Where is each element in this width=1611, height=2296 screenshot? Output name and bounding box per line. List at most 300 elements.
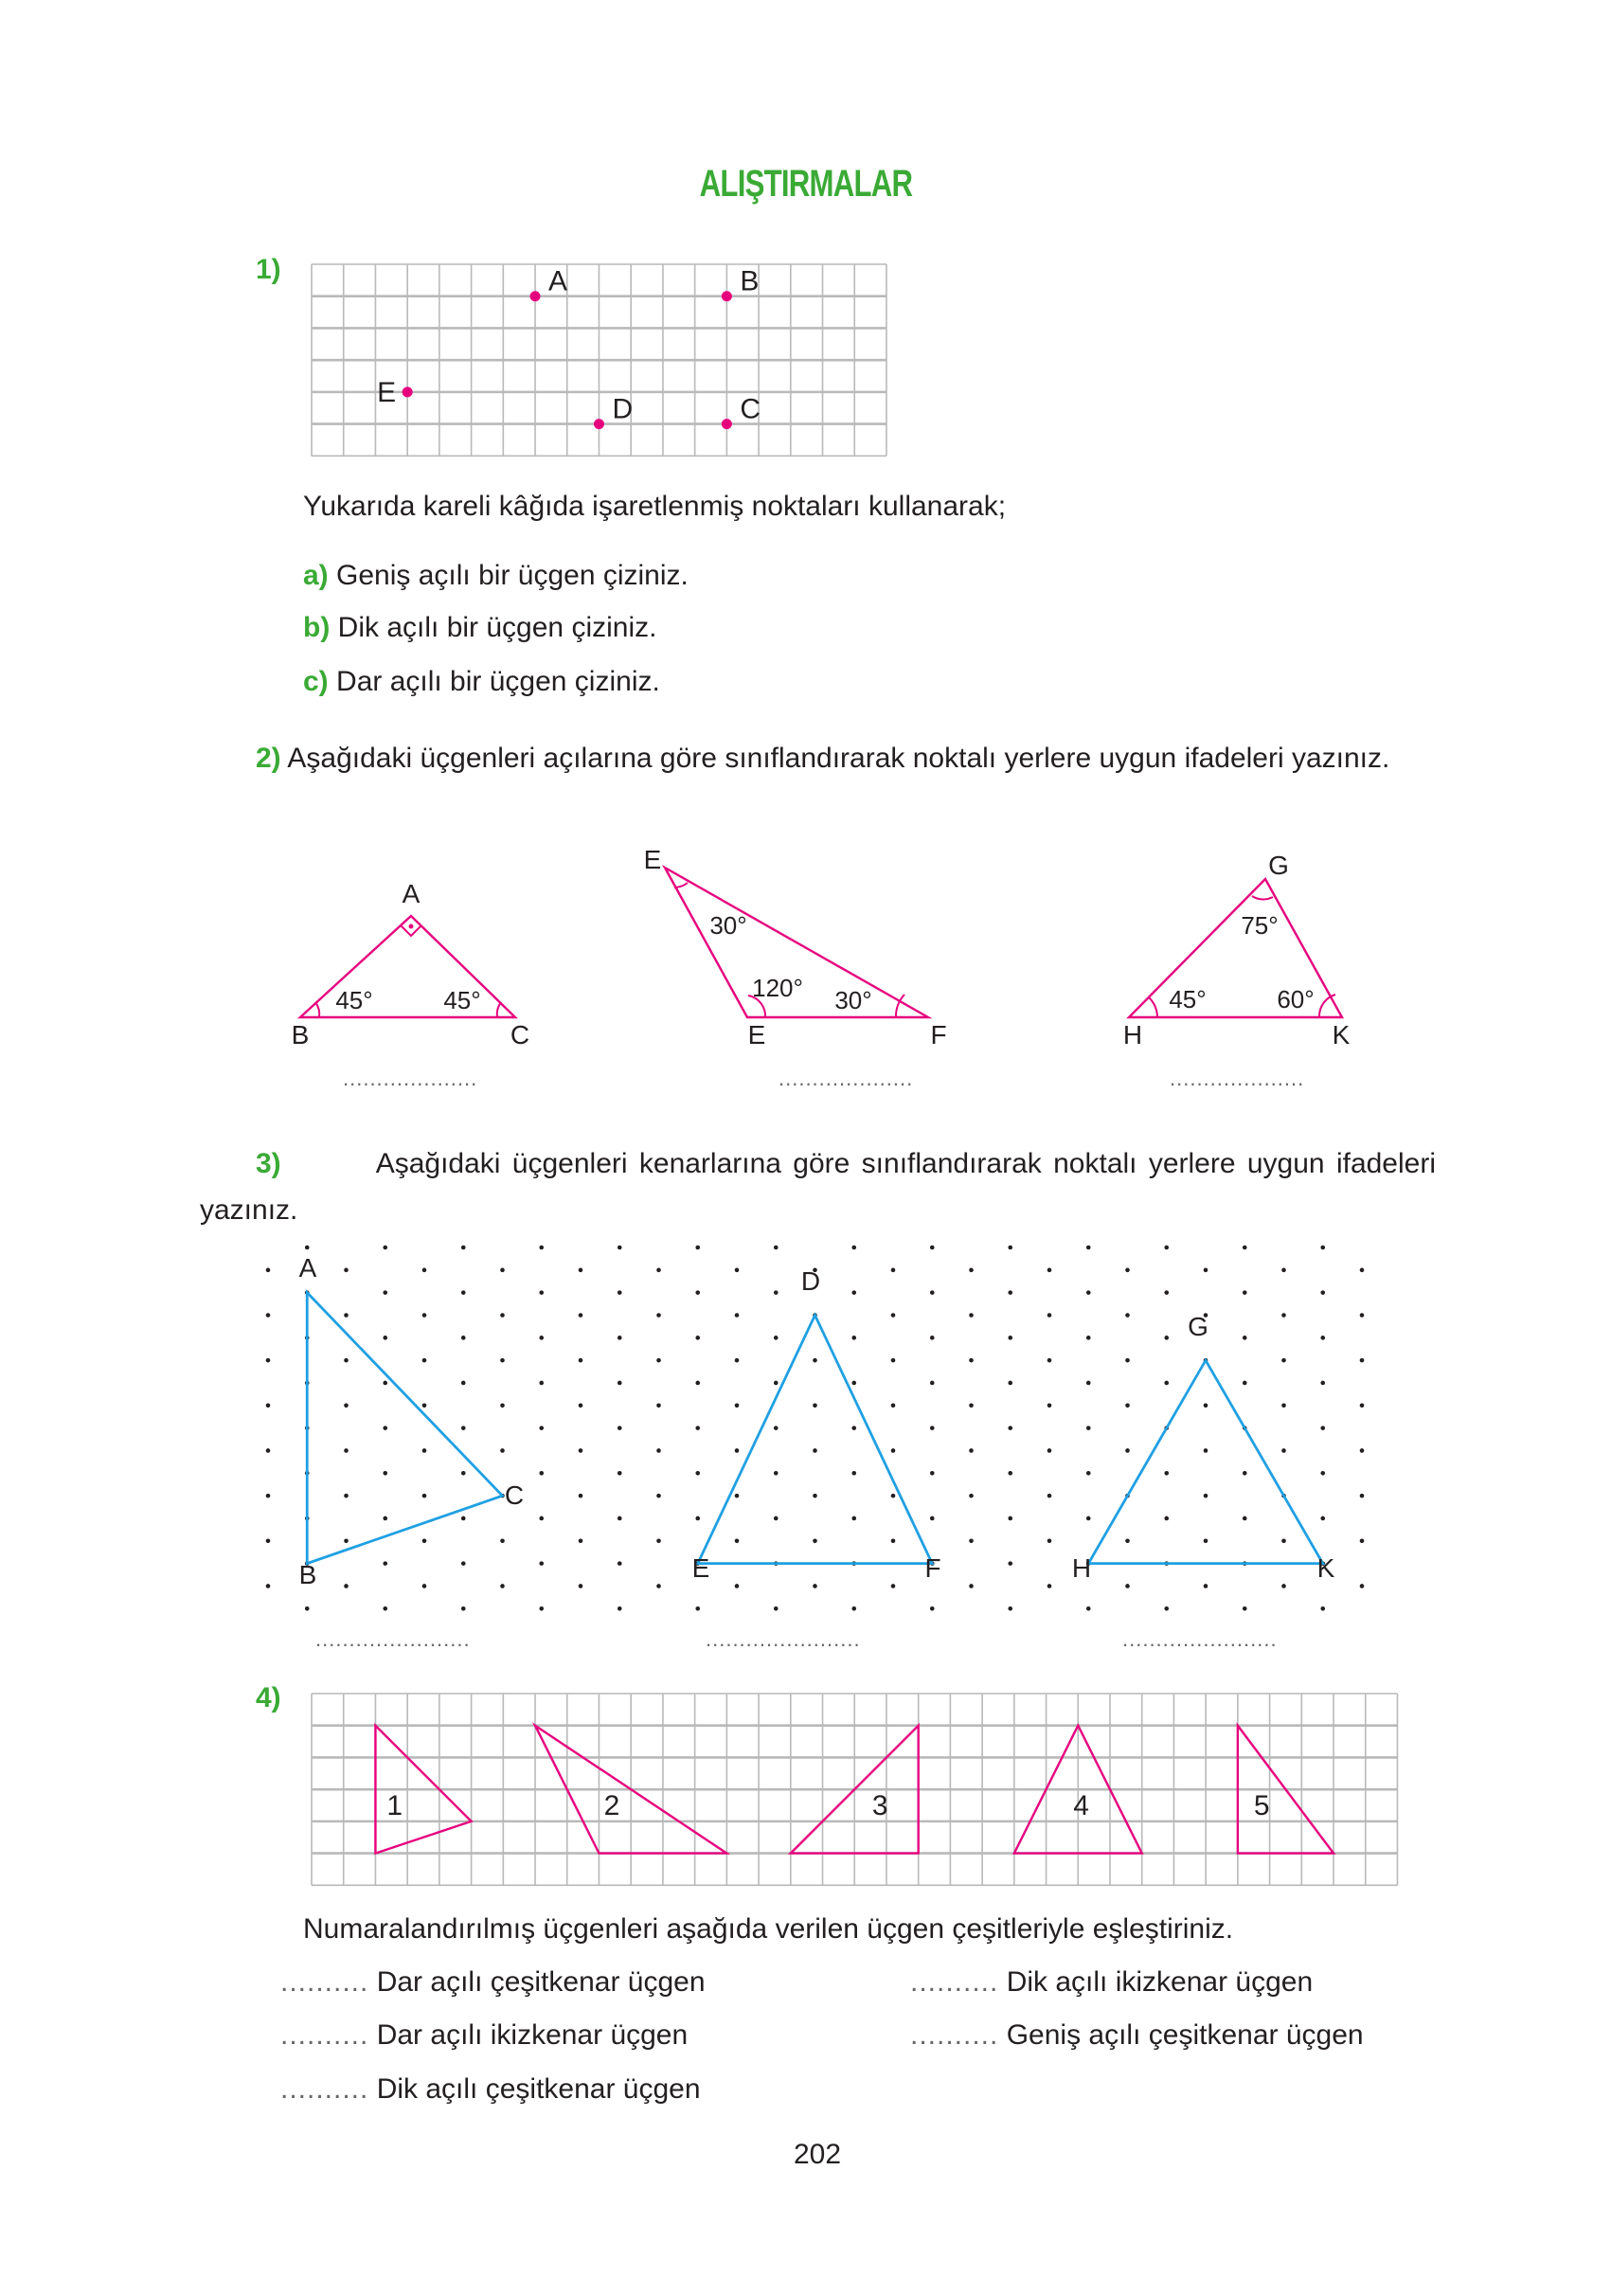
match-option-text: Dik açılı çeşitkenar üçgen [376,2073,701,2105]
point-label: A [548,265,568,297]
vertex-label: K [1332,1020,1351,1049]
grid-dot [735,1584,740,1588]
match-blank[interactable]: .......... [910,1966,999,1998]
grid-dot [695,1336,700,1340]
grid-dot [1204,1584,1208,1588]
grid-dot [774,1516,779,1521]
grid-dot [1008,1426,1012,1430]
grid-dot [1047,1538,1052,1543]
grid-dot [891,1584,896,1588]
grid-dot [618,1516,622,1521]
grid-dot [1125,1404,1130,1408]
grid-dot [1320,1516,1325,1521]
grid-dot [383,1516,387,1521]
answer-blank[interactable]: ....................... [315,1627,471,1651]
grid-dot [1125,1448,1130,1453]
grid-dot [1360,1404,1365,1408]
question-2-number: 2) [256,743,281,774]
vertex-label: D [800,1266,821,1296]
grid-dot [1281,1584,1286,1588]
grid-dot [695,1516,700,1521]
grid-dot [774,1426,779,1430]
grid-dot [1360,1584,1365,1588]
grid-dot [695,1246,700,1250]
right-angle-dot [409,924,414,929]
grid-dot [1320,1471,1325,1476]
grid-dot [891,1268,896,1273]
grid-dot [618,1246,622,1250]
grid-dot [1320,1426,1325,1430]
grid-dot [618,1426,622,1430]
grid-dot [1086,1246,1091,1250]
grid-dot [579,1313,583,1318]
grid-dot [579,1268,583,1273]
grid-dot [656,1268,661,1273]
grid-dot [1281,1448,1286,1453]
grid-dot [1008,1381,1012,1386]
grid-dot [851,1471,856,1476]
question-3-text-line2: yazınız. [200,1194,298,1226]
grid-dot [891,1358,896,1363]
question-1-number: 1) [256,254,281,285]
angle-arc [315,1002,319,1017]
grid-dot [930,1290,935,1295]
grid-dot [266,1268,271,1273]
grid-dot [1047,1448,1052,1453]
grid-dot [735,1313,740,1318]
question-4-number: 4) [256,1682,281,1713]
vertex-label: G [1268,851,1289,880]
grid-dot [1320,1336,1325,1340]
angle-arc [674,883,688,888]
dot-grid-triangles [266,1246,1365,1611]
grid-dot [1008,1336,1012,1340]
grid-dot [1047,1268,1052,1273]
grid-dot [1086,1606,1091,1611]
grid-dot [969,1313,974,1318]
grid-dot [656,1538,661,1543]
grid-dot [500,1538,505,1543]
angle-arc [896,995,904,1017]
grid-dot [774,1381,779,1386]
grid-dot [930,1471,935,1476]
match-blank[interactable]: .......... [280,2019,369,2051]
triangle [1088,1360,1323,1563]
grid-dot [1243,1290,1247,1295]
grid-dot [1320,1246,1325,1250]
grid-dot [422,1494,427,1498]
grid-dot [579,1358,583,1363]
point-marker [722,419,732,429]
grid-dot [656,1448,661,1453]
grid-dot [383,1561,387,1566]
vertex-label: B [298,1560,317,1589]
angle-label: 45° [335,986,373,1014]
vertex-label: C [504,1480,525,1510]
item-text: Geniş açılı bir üçgen çiziniz. [336,560,689,591]
grid-dot [969,1538,974,1543]
triangle [698,1315,933,1563]
grid-dot [891,1404,896,1408]
grid-dot [1243,1246,1247,1250]
grid-dot [695,1471,700,1476]
grid-dot [1047,1494,1052,1498]
grid-dot [1164,1606,1169,1611]
grid-dot [618,1336,622,1340]
grid-dot [1086,1336,1091,1340]
grid-dot [1008,1561,1012,1566]
grid-dot [1320,1381,1325,1386]
grid-dot [735,1494,740,1498]
grid-dot [1320,1606,1325,1611]
grid-dot [1125,1358,1130,1363]
point-label: B [740,265,760,297]
grid-dot [618,1381,622,1386]
vertex-label: E [643,845,662,874]
grid-dot [539,1426,544,1430]
grid-dot [1204,1404,1208,1408]
grid-dot [851,1381,856,1386]
grid-dot [344,1584,349,1588]
grid-dot [383,1290,387,1295]
grid-dot [656,1313,661,1318]
grid-dot [422,1584,427,1588]
grid-dot [656,1584,661,1588]
match-option-text: Dik açılı ikizkenar üçgen [1006,1966,1314,1998]
grid-dot [1047,1313,1052,1318]
grid-dot [539,1516,544,1521]
grid-dot [930,1246,935,1250]
item-label: a) [303,560,329,591]
grid-dot [344,1268,349,1273]
grid-dot [383,1336,387,1340]
grid-dot [1243,1381,1247,1386]
grid-dot [1243,1336,1247,1340]
vertex-label: A [298,1253,317,1283]
grid-dot [1047,1404,1052,1408]
grid-dot [851,1516,856,1521]
grid-dot [539,1381,544,1386]
grid-1 [312,264,886,456]
question-2-body: Aşağıdaki üçgenleri açılarına göre sınıflandırarak noktalı yerlere uygun ifadeleri yazınız. [287,743,1390,774]
grid-dot [344,1404,349,1408]
grid-dot [1125,1538,1130,1543]
grid-dot [695,1381,700,1386]
grid-dot [422,1448,427,1453]
grid-dot [1243,1516,1247,1521]
grid-dot [1164,1471,1169,1476]
grid-dot [969,1404,974,1408]
point-marker [530,291,541,301]
grid-dot [579,1538,583,1543]
angle-label: 60° [1277,985,1315,1013]
grid-dot [891,1313,896,1318]
grid-dot [695,1606,700,1611]
grid-dot [656,1358,661,1363]
grid-dot [539,1290,544,1295]
grid-dot [1164,1246,1169,1250]
grid-4 [312,1694,1397,1885]
grid-dot [851,1606,856,1611]
grid-dot [383,1426,387,1430]
grid-dot [891,1448,896,1453]
angle-label: 30° [709,911,747,940]
grid-dot [1008,1471,1012,1476]
grid-dot [695,1426,700,1430]
grid-dot [1008,1290,1012,1295]
grid-dot [1008,1606,1012,1611]
grid-dot [461,1516,466,1521]
grid-dot [1086,1471,1091,1476]
grid-dot [774,1606,779,1611]
grid-dot [422,1313,427,1318]
grid-dot [579,1584,583,1588]
grid-dot [500,1584,505,1588]
grid-dot [500,1448,505,1453]
grid-dot [735,1268,740,1273]
angle-arc [1252,896,1273,899]
grid-dot [1360,1448,1365,1453]
grid-dot [813,1538,817,1543]
triangle [307,1293,502,1564]
answer-blank[interactable]: ....................... [706,1627,861,1651]
match-blank[interactable]: .......... [910,2019,999,2051]
grid-dot [1164,1336,1169,1340]
grid-dot [266,1404,271,1408]
match-blank[interactable]: .......... [280,1966,369,1998]
grid-dot [383,1606,387,1611]
grid-dot [1243,1471,1247,1476]
grid-dot [969,1358,974,1363]
vertex-label: H [1071,1553,1092,1583]
point-marker [594,419,604,429]
grid-dot [422,1268,427,1273]
item-text: Dik açılı bir üçgen çiziniz. [337,612,657,643]
grid-dot [969,1448,974,1453]
grid-dot [735,1538,740,1543]
grid-dot [813,1448,817,1453]
grid-dot [618,1290,622,1295]
grid-dot [1008,1516,1012,1521]
angle-arc [497,1002,501,1017]
match-blank[interactable]: .......... [280,2073,369,2105]
grid-dot [461,1381,466,1386]
grid-dot [656,1494,661,1498]
grid-dot [969,1584,974,1588]
grid-dot [461,1336,466,1340]
grid-dot [461,1561,466,1566]
grid-dot [1164,1290,1169,1295]
grid-dot [891,1494,896,1498]
grid-dot [539,1336,544,1340]
grid-dot [500,1358,505,1363]
grid-dot [500,1268,505,1273]
grid-dot [579,1448,583,1453]
grid-dot [774,1336,779,1340]
grid-dot [539,1561,544,1566]
grid-dot [500,1404,505,1408]
grid-dot [851,1246,856,1250]
grid-dot [1047,1358,1052,1363]
grid-dot [930,1606,935,1611]
grid-dot [1086,1516,1091,1521]
grid-dot [930,1381,935,1386]
grid-dot [1281,1313,1286,1318]
item-label: c) [303,666,329,697]
grid-dot [1047,1584,1052,1588]
point-label: D [612,393,634,425]
answer-blank[interactable]: .................... [343,1067,478,1090]
grid-dot [1360,1494,1365,1498]
grid-dot [1320,1290,1325,1295]
grid-dot [344,1358,349,1363]
angle-label: 120° [752,974,803,1002]
item-text: Dar açılı bir üçgen çiziniz. [336,666,660,697]
grid-dot [1281,1538,1286,1543]
grid-dot [539,1246,544,1250]
grid-dot [1243,1606,1247,1611]
point-marker [722,291,732,301]
grid-dot [1204,1448,1208,1453]
angle-label: 75° [1241,911,1279,940]
grid-dot [1086,1381,1091,1386]
point-label: E [377,376,397,408]
grid-dot [969,1494,974,1498]
grid-dot [618,1606,622,1611]
vertex-label: H [1122,1020,1143,1049]
grid-dot [344,1313,349,1318]
grid-dot [618,1561,622,1566]
angle-label: 45° [443,986,481,1014]
grid-dot [539,1471,544,1476]
grid-dot [851,1426,856,1430]
grid-dot [656,1404,661,1408]
angle-label: 30° [834,986,872,1014]
point-label: C [740,393,761,425]
vertex-label: F [924,1553,941,1583]
grid-dot [1125,1313,1130,1318]
triangle [300,916,515,1017]
grid-dot [1204,1494,1208,1498]
triangle-number: 4 [1073,1790,1089,1822]
grid-dot [813,1358,817,1363]
grid-dot [461,1426,466,1430]
grid-dot [461,1246,466,1250]
vertex-label: A [402,879,421,908]
grid-dot [1281,1358,1286,1363]
grid-dot [422,1404,427,1408]
grid-dot [579,1494,583,1498]
grid-dot [1086,1290,1091,1295]
grid-dot [1204,1538,1208,1543]
grid-dot [735,1404,740,1408]
grid-dot [1204,1268,1208,1273]
grid-dot [1125,1268,1130,1273]
grid-dot [266,1538,271,1543]
grid-dot [305,1606,310,1611]
triangle-number: 2 [603,1790,620,1822]
angle-label: 45° [1169,985,1207,1013]
vertex-label: E [747,1020,766,1049]
grid-dot [735,1448,740,1453]
grid-dot [813,1584,817,1588]
vertex-label: E [691,1553,710,1583]
grid-dot [266,1313,271,1318]
grid-dot [1360,1268,1365,1273]
question-3-number: 3) [256,1148,281,1179]
grid-dot [579,1404,583,1408]
question-3-body: Aşağıdaki üçgenleri kenarlarına göre sınıflandırarak noktalı yerlere uygun ifadeleri [375,1148,1436,1179]
grid-dot [383,1381,387,1386]
question-4-instruction: Numaralandırılmış üçgenleri aşağıda verilen üçgen çeşitleriyle eşleştiriniz. [303,1913,1234,1945]
vertex-label: C [510,1020,530,1049]
grid-dot [1164,1381,1169,1386]
vertex-label: G [1188,1312,1208,1341]
grid-dot [618,1471,622,1476]
grid-dot [1360,1313,1365,1318]
grid-dot [461,1290,466,1295]
grid-dot [344,1538,349,1543]
answer-blank[interactable]: .................... [1170,1067,1305,1090]
match-option-text: Dar açılı ikizkenar üçgen [376,2019,689,2051]
angle-triangles [292,845,1351,1049]
match-option-text: Dar açılı çeşitkenar üçgen [376,1966,706,1998]
vertex-label: K [1316,1553,1335,1583]
grid-dot [422,1538,427,1543]
grid-dot [539,1606,544,1611]
grid-dot [344,1448,349,1453]
triangle-number: 5 [1253,1790,1270,1822]
grid-dot [1164,1516,1169,1521]
grid-dot [383,1246,387,1250]
grid-dot [891,1538,896,1543]
grid-dot [930,1336,935,1340]
grid-dot [1281,1268,1286,1273]
grid-dot [383,1471,387,1476]
angle-arc [1319,995,1335,1017]
grid-dot [1360,1358,1365,1363]
grid-dot [266,1448,271,1453]
vertex-label: F [930,1020,947,1049]
item-label: b) [303,612,331,643]
match-option-text: Geniş açılı çeşitkenar üçgen [1006,2019,1364,2051]
grid-dot [500,1313,505,1318]
grid-dot [1125,1584,1130,1588]
angle-arc [1149,997,1157,1017]
grid-dot [344,1494,349,1498]
grid-dot [266,1494,271,1498]
grid-dot [851,1336,856,1340]
grid-dot [774,1246,779,1250]
grid-dot [1086,1426,1091,1430]
grid-dot [422,1358,427,1363]
answer-blank[interactable]: .................... [779,1067,914,1090]
answer-blank[interactable]: ....................... [1122,1627,1278,1651]
page-title-text: ALIŞTIRMALAR [699,163,912,205]
page-number: 202 [793,2139,842,2170]
grid-dot [813,1494,817,1498]
grid-dot [1281,1404,1286,1408]
grid-dot [305,1246,310,1250]
grid-dot [695,1290,700,1295]
grid-dot [930,1426,935,1430]
grid-dot [1008,1246,1012,1250]
grid-dot [969,1268,974,1273]
grid-dot [774,1471,779,1476]
grid-dot [1360,1538,1365,1543]
grid-dot [266,1358,271,1363]
triangle-number: 3 [871,1790,888,1822]
